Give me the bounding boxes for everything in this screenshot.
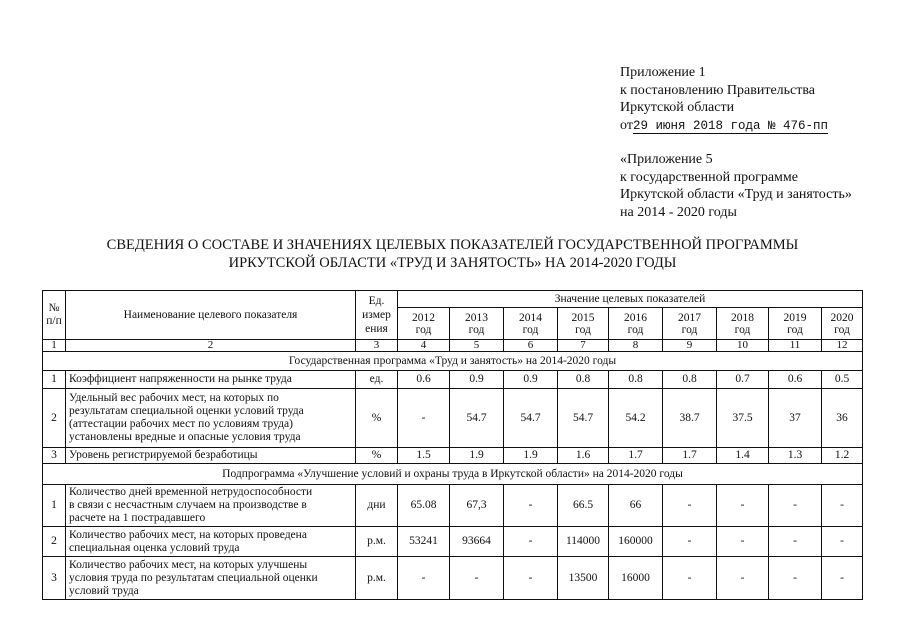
document-title-line: ИРКУТСКОЙ ОБЛАСТИ «ТРУД И ЗАНЯТОСТЬ» НА 2014-2020 ГОДЫ [228, 255, 677, 271]
value-2015: 0.8 [558, 371, 609, 389]
document-title [0, 236, 905, 272]
column-number-row [43, 340, 863, 352]
indicator-name-line: условий труда [69, 584, 139, 597]
section-title: Подпрограмма «Улучшение условий и охраны труда в Иркутской области» на 2014-2020 годы [43, 464, 863, 485]
value-2014: 0.9 [504, 371, 558, 389]
indicator-name-line: Количество рабочих мест, на которых проведена [69, 528, 307, 541]
value-2012: 1.5 [398, 448, 450, 464]
indicator-name-line: расчете на 1 пострадавшего [69, 512, 206, 524]
indicator-name-line: установлены вредные и опасные условия труда [69, 431, 301, 443]
appendix-5-line: к государственной программе [620, 169, 798, 185]
table-row [43, 389, 863, 448]
value-2015: 13500 [558, 557, 609, 600]
value-2012: - [398, 557, 450, 600]
value-2013: 93664 [450, 527, 504, 557]
indicator-name [66, 527, 356, 557]
value-2014: - [504, 527, 558, 557]
header-year-number: 2015 [571, 311, 595, 324]
indicator-name-line: результатам специальной оценки условий труда [69, 405, 304, 417]
header-number-abbr: п/п [46, 315, 62, 327]
table-row [43, 371, 863, 389]
indicator-name-line: Коэффициент напряженности на рынке труда [69, 373, 292, 385]
header-indicator-name: Наименование целевого показателя [66, 291, 356, 340]
value-2019: 1.3 [769, 448, 822, 464]
value-2012: - [398, 389, 450, 448]
column-number-cell: 11 [769, 340, 822, 352]
header-year-label: год [522, 323, 539, 336]
header-year-number: 2014 [519, 311, 542, 324]
value-2020: - [822, 527, 863, 557]
value-2019: - [769, 527, 822, 557]
header-year-number: 2017 [678, 311, 701, 324]
value-2013: 54.7 [450, 389, 504, 448]
value-2017: - [663, 527, 717, 557]
value-2016: 160000 [609, 527, 663, 557]
value-2012: 65.08 [398, 485, 450, 527]
column-number-cell: 4 [398, 340, 450, 352]
section-title: Государственная программа «Труд и занятость» на 2014-2020 годы [43, 352, 863, 371]
resolution-date-line [620, 117, 828, 136]
column-number-cell: 1 [43, 340, 66, 352]
header-year-2017 [663, 308, 717, 340]
value-2018: 0.7 [717, 371, 769, 389]
indicator-name [66, 485, 356, 527]
value-2013: - [450, 557, 504, 600]
value-2013: 0.9 [450, 371, 504, 389]
table-row [43, 485, 863, 527]
appendix-1-block [620, 64, 828, 135]
value-2017: - [663, 485, 717, 527]
section-row [43, 352, 863, 371]
header-number-symbol: № [48, 302, 60, 314]
value-2014: - [504, 485, 558, 527]
value-2013: 1.9 [450, 448, 504, 464]
value-2018: 1.4 [717, 448, 769, 464]
value-2019: 37 [769, 389, 822, 448]
column-number-cell: 5 [450, 340, 504, 352]
value-2016: 54.2 [609, 389, 663, 448]
header-year-2015 [558, 308, 609, 340]
appendix-5-line: «Приложение 5 [620, 152, 713, 167]
value-2015: 114000 [558, 527, 609, 557]
column-number-cell: 8 [609, 340, 663, 352]
indicator-name-line: (аттестации рабочих мест по условиям труда) [69, 418, 293, 430]
header-year-number: 2013 [465, 311, 488, 324]
value-2017: 1.7 [663, 448, 717, 464]
appendix-5-block [620, 151, 852, 221]
value-2019: 0.6 [769, 371, 822, 389]
header-unit-cell [356, 291, 398, 340]
resolution-date-number: 29 июня 2018 года № 476-пп [632, 118, 828, 133]
value-2017: - [663, 557, 717, 600]
value-2019: - [769, 485, 822, 527]
indicator-name-line: специальная оценка условий труда [69, 541, 240, 554]
indicator-name-line: Количество дней временной нетрудоспособности [69, 486, 313, 498]
value-2019: - [769, 557, 822, 600]
column-number-cell: 6 [504, 340, 558, 352]
unit-cell: % [356, 448, 398, 464]
row-number: 1 [43, 485, 66, 527]
indicator-name-line: Количество рабочих мест, на которых улучшены [69, 558, 308, 571]
header-year-label: год [575, 323, 591, 336]
indicator-name [66, 557, 356, 600]
document-title-line: СВЕДЕНИЯ О СОСТАВЕ И ЗНАЧЕНИЯХ ЦЕЛЕВЫХ ПОКАЗАТЕЛЕЙ ГОСУДАРСТВЕННОЙ ПРОГРАММЫ [106, 237, 799, 253]
header-year-label: год [468, 323, 485, 336]
header-year-2016 [609, 308, 663, 340]
appendix-5-line: Иркутской области «Труд и занятость» [620, 187, 852, 202]
indicator-name-line: в связи с несчастным случаем на производстве в [69, 499, 307, 511]
indicator-name-line: Удельный вес рабочих мест, на которых по [69, 392, 279, 404]
unit-cell: р.м. [356, 557, 398, 600]
header-year-label: год [734, 323, 751, 336]
value-2015: 54.7 [558, 389, 609, 448]
table-row [43, 448, 863, 464]
appendix-5-line: на 2014 - 2020 годы [620, 204, 737, 220]
header-year-label: год [627, 323, 644, 336]
table-header-row [43, 291, 863, 308]
indicators-table [42, 290, 863, 600]
header-year-label: год [834, 323, 850, 336]
value-2013: 67,3 [450, 485, 504, 527]
header-year-number: 2020 [830, 311, 854, 324]
value-2020: 1.2 [822, 448, 863, 464]
column-number-cell: 3 [356, 340, 398, 352]
header-unit-line: ения [365, 323, 388, 335]
indicator-name [66, 389, 356, 448]
value-2017: 38.7 [663, 389, 717, 448]
row-number: 3 [43, 448, 66, 464]
appendix-1-line: к постановлению Правительства [620, 82, 816, 98]
unit-cell: ед. [356, 371, 398, 389]
date-prefix: от [620, 117, 633, 133]
column-number-cell: 10 [717, 340, 769, 352]
value-2018: 37.5 [717, 389, 769, 448]
unit-cell: р.м. [356, 527, 398, 557]
value-2016: 66 [609, 485, 663, 527]
column-number-cell: 9 [663, 340, 717, 352]
value-2015: 1.6 [558, 448, 609, 464]
header-number-cell [43, 291, 66, 340]
indicator-name-line: условия труда по результатам специальной оценки [69, 571, 318, 584]
section-row [43, 464, 863, 485]
header-year-number: 2018 [731, 311, 754, 324]
appendix-1-line: Приложение 1 [620, 65, 706, 80]
value-2012: 53241 [398, 527, 450, 557]
header-year-number: 2012 [412, 311, 435, 324]
value-2017: 0.8 [663, 371, 717, 389]
header-year-2013 [450, 308, 504, 340]
header-unit-line: Ед. [368, 295, 385, 307]
column-number-cell: 12 [822, 340, 863, 352]
row-number: 2 [43, 527, 66, 557]
header-year-label: год [415, 323, 432, 336]
column-number-cell: 2 [66, 340, 356, 352]
value-2014: - [504, 557, 558, 600]
value-2020: - [822, 557, 863, 600]
value-2020: 36 [822, 389, 863, 448]
value-2015: 66.5 [558, 485, 609, 527]
unit-cell: дни [356, 485, 398, 527]
value-2014: 54.7 [504, 389, 558, 448]
header-year-2012 [398, 308, 450, 340]
header-year-number: 2016 [624, 311, 647, 324]
header-year-label: год [787, 323, 803, 336]
header-year-2018 [717, 308, 769, 340]
header-year-label: год [681, 323, 698, 336]
value-2020: 0.5 [822, 371, 863, 389]
appendix-1-line: Иркутской области [620, 100, 735, 115]
header-year-2020 [822, 308, 863, 340]
value-2018: - [717, 485, 769, 527]
value-2018: - [717, 557, 769, 600]
value-2020: - [822, 485, 863, 527]
value-2016: 0.8 [609, 371, 663, 389]
column-number-cell: 7 [558, 340, 609, 352]
value-2016: 16000 [609, 557, 663, 600]
table-row [43, 557, 863, 600]
row-number: 1 [43, 371, 66, 389]
value-2012: 0.6 [398, 371, 450, 389]
header-year-2014 [504, 308, 558, 340]
header-values-group: Значение целевых показателей [398, 291, 863, 308]
indicator-name [66, 371, 356, 389]
indicator-name [66, 448, 356, 464]
header-unit-line: измер [362, 309, 391, 321]
value-2016: 1.7 [609, 448, 663, 464]
indicator-name-line: Уровень регистрируемой безработицы [69, 449, 258, 461]
value-2014: 1.9 [504, 448, 558, 464]
row-number: 2 [43, 389, 66, 448]
unit-cell: % [356, 389, 398, 448]
header-year-2019 [769, 308, 822, 340]
value-2018: - [717, 527, 769, 557]
row-number: 3 [43, 557, 66, 600]
table-row [43, 527, 863, 557]
header-year-number: 2019 [783, 311, 807, 324]
